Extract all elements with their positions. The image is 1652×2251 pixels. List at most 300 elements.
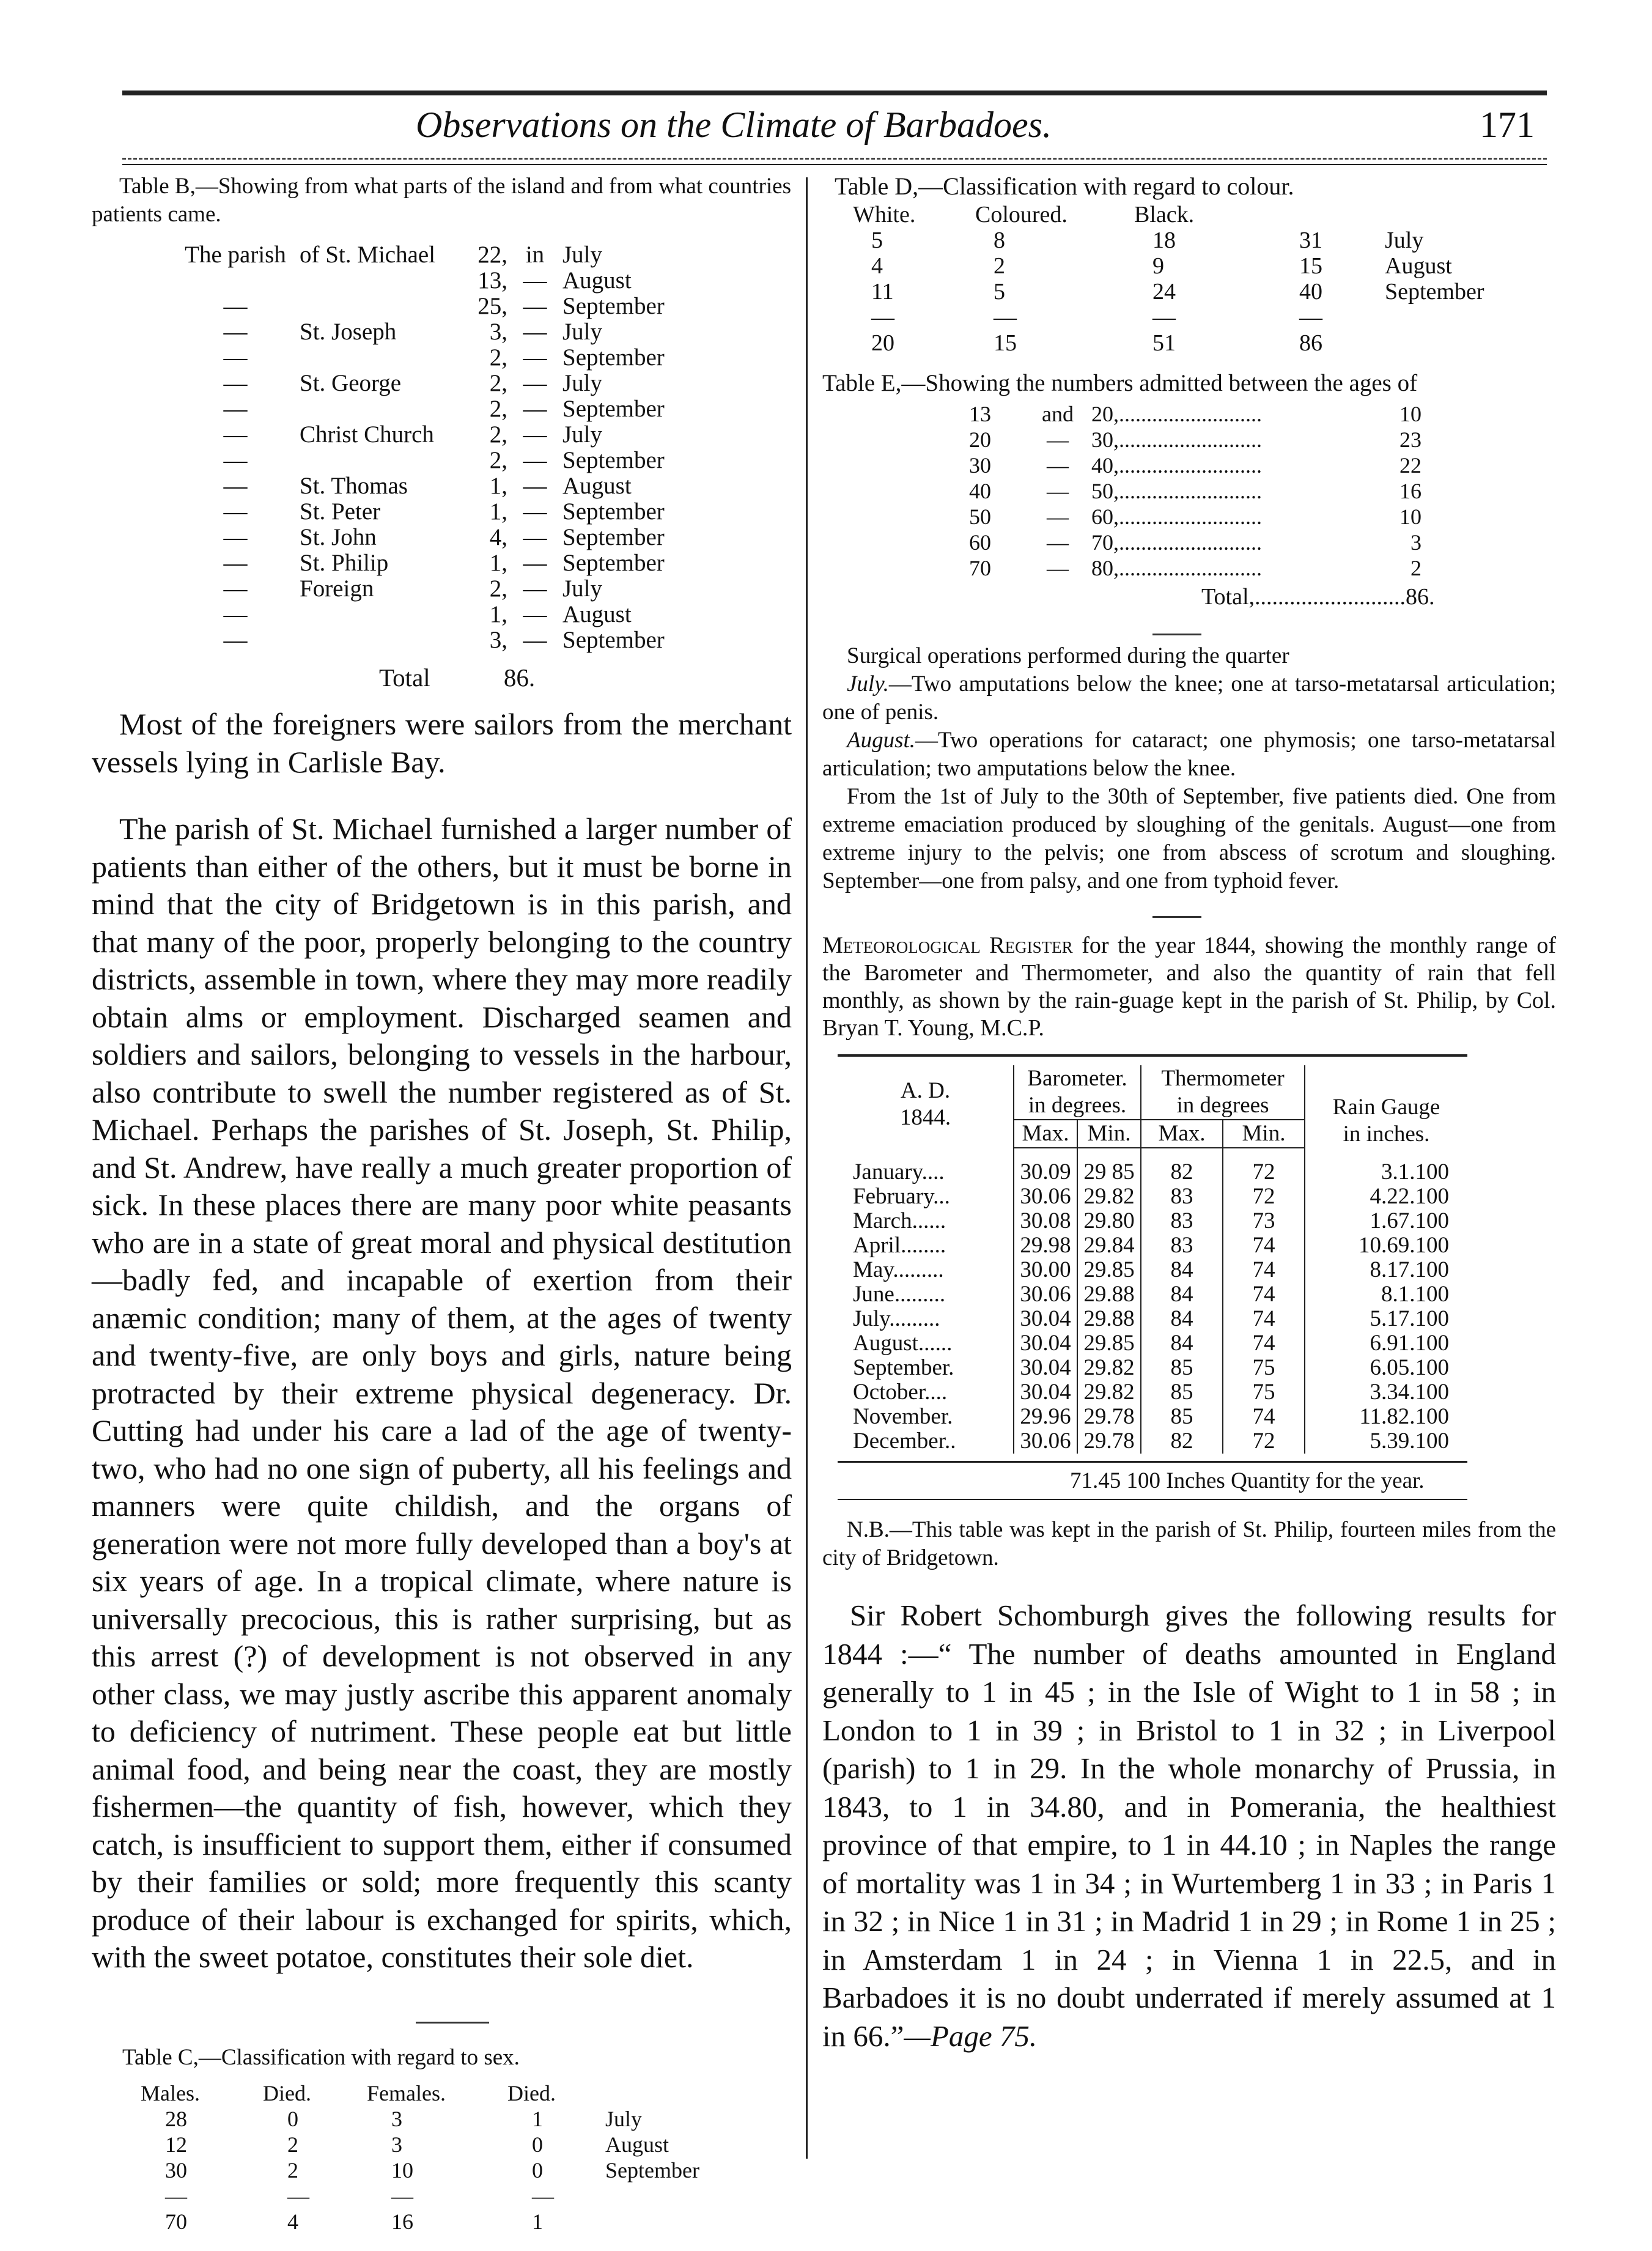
met-therm-max: 83 — [1141, 1209, 1223, 1233]
met-row — [838, 1258, 1467, 1282]
table-b-cell-sep: — — [523, 473, 547, 499]
met-head-therm-max: Max. — [1141, 1120, 1223, 1148]
met-month: October.... — [838, 1380, 1014, 1405]
table-d-month: September — [1385, 279, 1484, 305]
met-head-thermometer-unit: in degrees — [1176, 1093, 1269, 1118]
table-b-cell-count: 2, — [489, 575, 507, 602]
table-b-cell-place: Christ Church — [300, 421, 434, 448]
table-e-to-value: 20, — [1091, 402, 1119, 426]
table-e-from: 30 — [969, 453, 991, 478]
table-b-cell-a: — — [223, 524, 248, 550]
met-therm-min: 74 — [1223, 1282, 1305, 1307]
table-e-sep: — — [1047, 556, 1069, 580]
table-b-cell-place: of St. Michael — [300, 242, 436, 268]
table-b-cell-sep: — — [523, 498, 547, 525]
table-c-row — [141, 2106, 728, 2132]
surgical-operations — [822, 642, 1556, 895]
table-b-cell-a: — — [223, 344, 248, 371]
met-header-gap — [838, 1148, 1467, 1160]
met-month: December.. — [838, 1429, 1014, 1454]
table-c-cell: 0 — [532, 2132, 543, 2157]
met-head-ad — [838, 1065, 1014, 1148]
table-c-rule: — — [287, 2183, 309, 2208]
table-e-sep: — — [1047, 505, 1069, 529]
table-e-from: 20 — [969, 427, 991, 452]
met-bottom-rule — [838, 1461, 1467, 1463]
table-c-header: Died. — [507, 2080, 556, 2105]
table-e-leader: .......................... — [1119, 427, 1262, 452]
met-rain: 8.17.100 — [1370, 1257, 1449, 1282]
table-b-row — [171, 499, 665, 525]
table-b-cell-sep: — — [523, 344, 547, 371]
table-b-cell-sep: — — [523, 319, 547, 345]
surgical-july-text: —Two amputations below the knee; one at tarso-metatarsal articulation; one of penis. — [822, 671, 1556, 725]
table-b-caption: Table B,—Showing from what parts of the island and from what countries patients came. — [92, 174, 791, 227]
table-b-cell-month: September — [562, 498, 665, 525]
table-d-row — [853, 227, 1538, 253]
table-b-cell-a: — — [223, 293, 248, 319]
met-month: June......... — [838, 1282, 1014, 1307]
met-bar-max: 30.04 — [1014, 1380, 1077, 1405]
table-e-to-value: 30, — [1091, 427, 1119, 452]
table-c-cell: 28 — [165, 2106, 187, 2131]
table-d-header-blank — [1281, 202, 1385, 227]
met-note: N.B.—This table was kept in the parish of St. Philip, fourteen miles from the city of Bridgetown. — [822, 1517, 1556, 1570]
separator-block — [822, 610, 1556, 642]
table-d-total: 51 — [1152, 330, 1176, 356]
table-b-row — [171, 242, 665, 268]
table-b-row — [171, 525, 665, 550]
table-b-cell-sep: — — [523, 370, 547, 396]
table-b-cell-count: 2, — [489, 344, 507, 371]
table-e-row — [969, 530, 1422, 555]
table-b-row — [171, 422, 665, 448]
met-bar-min: 29.82 — [1077, 1356, 1141, 1380]
table-e-to-value: 70, — [1091, 530, 1119, 555]
table-d — [853, 202, 1538, 356]
table-c-caption: Table C,—Classification with regard to sex. — [122, 2044, 520, 2070]
table-c-row — [141, 2132, 728, 2157]
table-b-cell-a: — — [223, 473, 248, 499]
met-therm-min: 75 — [1223, 1356, 1305, 1380]
met-top-rule — [838, 1054, 1467, 1057]
table-d-rule: — — [1152, 305, 1176, 330]
table-b-cell-count: 22, — [478, 242, 507, 268]
met-row — [838, 1160, 1467, 1185]
top-rule — [122, 91, 1547, 95]
table-d-rule: — — [1299, 305, 1322, 330]
table-b-row — [171, 576, 665, 602]
table-c-month: August — [605, 2132, 669, 2157]
table-b-row — [171, 550, 665, 576]
table-d-cell: 5 — [994, 279, 1005, 305]
met-head-barometer-unit: in degrees. — [1028, 1093, 1127, 1118]
table-c-total: 70 — [165, 2209, 187, 2234]
table-c-rule-blank — [605, 2183, 728, 2209]
schomburgh-text: Sir Robert Schomburgh gives the following results for 1844 :—“ The number of deaths amounted in England generally to 1 in 45 ; in the Isle of Wight to 1 in 58 ; in London to 1 in 39 ; in Bristol to 1 in 32 ; in Liverpool (parish) to 1 in 29. In the whole monarchy of Prussia, in 1843, to 1 in 34.80, and in Pomerania, the healthiest province of that empire, to 1 in 44.10 ; in Naples the range of mortality was 1 in 34 ; in Wurtemberg 1 in 33 ; in Paris 1 in 32 ; in Nice 1 in 31 ; in Madrid 1 in 29 ; in Rome 1 in 25 ; in Amsterdam 1 in 24 ; in Vienna 1 in 22.5, and in Barbadoes it is no doubt underrated if merely assumed at 1 in 66.” — [822, 1599, 1556, 2053]
met-therm-max: 82 — [1141, 1160, 1223, 1185]
met-therm-min: 74 — [1223, 1307, 1305, 1331]
table-e-to-value: 80, — [1091, 556, 1119, 580]
table-d-header: White. — [853, 202, 916, 227]
met-therm-min: 74 — [1223, 1405, 1305, 1429]
table-b-row — [171, 448, 665, 473]
table-b-total-value: 86. — [503, 663, 536, 692]
table-d-header-blank — [1385, 202, 1538, 227]
met-rain: 3.1.100 — [1381, 1159, 1449, 1185]
table-b-cell-a: — — [223, 498, 248, 525]
table-c-header: Females. — [367, 2080, 446, 2105]
met-head-year: 1844. — [899, 1105, 951, 1130]
table-c-cell: 12 — [165, 2132, 187, 2157]
table-b-cell-a: — — [223, 575, 248, 602]
table-c-cell: 1 — [532, 2106, 543, 2131]
table-d-cell: 9 — [1152, 253, 1164, 279]
table-b-cell-month: September — [562, 524, 665, 550]
surgical-august-text: —Two operations for cataract; one phymosis; one tarso-metatarsal articulation; two amputations below the knee. — [822, 728, 1556, 781]
met-bar-max: 30.04 — [1014, 1331, 1077, 1356]
table-b-cell-place — [300, 268, 452, 294]
met-therm-max: 82 — [1141, 1429, 1223, 1454]
met-therm-min: 75 — [1223, 1380, 1305, 1405]
table-e-count: 10 — [1399, 505, 1422, 529]
table-b-cell-place: St. John — [300, 524, 377, 550]
met-head-thermometer-text: Thermometer — [1161, 1066, 1285, 1091]
table-b-cell-place — [300, 448, 452, 473]
table-b-total-label: Total — [379, 663, 430, 692]
table-e-total — [1201, 583, 1556, 610]
table-d-total: 15 — [994, 330, 1017, 356]
table-e-count: 2 — [1410, 556, 1422, 580]
meteorological-intro — [822, 932, 1556, 1042]
table-c-rule: — — [391, 2183, 413, 2208]
table-b-cell-sep: — — [523, 524, 547, 550]
table-c-row — [141, 2157, 728, 2183]
table-b-cell-place — [300, 602, 452, 627]
table-b-cell-place: St. Peter — [300, 498, 381, 525]
table-b-cell-a: — — [223, 421, 248, 448]
met-bar-max: 30.04 — [1014, 1307, 1077, 1331]
table-b-cell-a: — — [223, 370, 248, 396]
table-e-from: 50 — [969, 505, 991, 529]
table-e-row — [969, 427, 1422, 453]
table-e-total-dots: .......................... — [1255, 584, 1406, 610]
table-b-cell-place — [300, 396, 452, 422]
table-c-month: September — [605, 2157, 699, 2183]
table-b-cell-place: St. George — [300, 370, 402, 396]
table-d-rule-row — [853, 305, 1538, 330]
table-b-cell-a — [171, 268, 300, 294]
met-bar-min: 29.88 — [1077, 1307, 1141, 1331]
met-therm-min: 74 — [1223, 1233, 1305, 1258]
table-d-rule — [1385, 305, 1538, 330]
table-b-cell-place — [300, 345, 452, 371]
table-b-cell-count: 1, — [489, 550, 507, 576]
separator-block — [92, 1976, 792, 2044]
table-e-count: 10 — [1399, 402, 1422, 426]
met-row — [838, 1356, 1467, 1380]
table-b-cell-count: 25, — [478, 293, 507, 319]
table-b-cell-a: The parish — [185, 242, 286, 268]
table-b-cell-a: — — [223, 319, 248, 345]
table-d-cell: 40 — [1299, 279, 1322, 305]
table-e-to-value: 60, — [1091, 505, 1119, 529]
met-row — [838, 1429, 1467, 1454]
table-d-rule: — — [994, 305, 1017, 330]
table-e-caption: Table E,—Showing the numbers admitted between the ages of — [822, 370, 1418, 396]
table-d-cell: 11 — [871, 279, 894, 305]
table-e-count: 22 — [1399, 453, 1422, 478]
met-bar-max: 30.06 — [1014, 1282, 1077, 1307]
table-c-header: Died. — [263, 2080, 311, 2105]
table-e-leader: .......................... — [1119, 453, 1262, 478]
table-b-cell-place: Foreign — [300, 575, 374, 602]
table-d-header: Coloured. — [975, 202, 1068, 227]
met-bar-max: 29.96 — [1014, 1405, 1077, 1429]
met-therm-min: 72 — [1223, 1185, 1305, 1209]
met-month: February... — [838, 1185, 1014, 1209]
table-b-cell-month: August — [562, 473, 632, 499]
table-b-cell-month: September — [562, 344, 665, 371]
met-month: April........ — [838, 1233, 1014, 1258]
header-rule-lower — [122, 164, 1547, 165]
met-total-line: 71.45 100 Inches Quantity for the year. — [1070, 1468, 1425, 1493]
met-therm-max: 83 — [1141, 1233, 1223, 1258]
surgical-august — [822, 726, 1556, 783]
table-b-cell-month: September — [562, 293, 665, 319]
met-head-rain-text: Rain Gauge — [1332, 1095, 1440, 1120]
table-e-sep: — — [1047, 530, 1069, 555]
met-month: May......... — [838, 1258, 1014, 1282]
table-b-cell-place: St. Joseph — [300, 319, 397, 345]
table-e-to-value: 50, — [1091, 479, 1119, 503]
met-bar-min: 29.84 — [1077, 1233, 1141, 1258]
met-bar-min: 29.78 — [1077, 1429, 1141, 1454]
table-c — [141, 2080, 728, 2234]
table-c-header-blank — [605, 2080, 728, 2106]
schomburgh-paragraph — [822, 1597, 1556, 2055]
table-b-cell-sep: in — [525, 242, 545, 268]
table-d-cell: 4 — [871, 253, 883, 279]
table-b-cell-count: 2, — [489, 370, 507, 396]
table-b-cell-count: 2, — [489, 421, 507, 448]
table-d-rule: — — [871, 305, 894, 330]
separator — [1152, 916, 1201, 918]
met-head-barometer — [1014, 1065, 1141, 1120]
meteorological-title: Meteorological Register — [822, 933, 1073, 958]
table-c-cell: 3 — [391, 2132, 402, 2157]
table-e-from: 60 — [969, 530, 991, 555]
met-head-thermometer — [1141, 1065, 1305, 1120]
table-c-cell: 2 — [287, 2157, 298, 2183]
met-therm-min: 74 — [1223, 1258, 1305, 1282]
table-e-to — [1091, 530, 1385, 555]
table-b-cell-month: September — [562, 447, 665, 473]
met-month: November. — [838, 1405, 1014, 1429]
table-b-cell-sep: — — [523, 421, 547, 448]
table-b-row — [171, 602, 665, 627]
table-b-cell-month: August — [562, 267, 632, 294]
table-b-cell-sep: — — [523, 550, 547, 576]
table-e-to — [1091, 504, 1385, 530]
met-rain: 1.67.100 — [1370, 1208, 1449, 1233]
met-therm-min: 74 — [1223, 1331, 1305, 1356]
met-head-bar-max: Max. — [1014, 1120, 1077, 1148]
table-e — [969, 401, 1422, 581]
table-e-total-label: Total, — [1201, 584, 1255, 610]
met-rain: 4.22.100 — [1370, 1184, 1449, 1209]
table-b-cell-a: — — [223, 601, 248, 627]
table-c-cell: 10 — [391, 2157, 413, 2183]
table-b-cell-month: September — [562, 550, 665, 576]
table-e-to — [1091, 555, 1385, 581]
table-c-rule-row — [141, 2183, 728, 2209]
table-b-cell-sep: — — [523, 267, 547, 294]
table-c-month: July — [605, 2106, 643, 2131]
table-e-row — [969, 504, 1422, 530]
table-c-cell: 30 — [165, 2157, 187, 2183]
table-e-count: 23 — [1399, 427, 1422, 452]
table-b-cell-month: July — [562, 319, 603, 345]
table-b-cell-count: 2, — [489, 447, 507, 473]
met-therm-max: 85 — [1141, 1356, 1223, 1380]
table-b-cell-month: July — [562, 242, 603, 268]
table-b-cell-place: St. Thomas — [300, 473, 408, 499]
table-b-cell-count: 3, — [489, 627, 507, 653]
met-rain: 11.82.100 — [1359, 1404, 1449, 1429]
surgical-deaths: From the 1st of July to the 30th of September, five patients died. One from extreme emaciation produced by sloughing of the genitals. August—one from extreme injury to the pelvis; one from abscess of scrotum and sloughing. September—one from palsy, and one from typhoid fever. — [822, 784, 1556, 893]
met-row — [838, 1331, 1467, 1356]
table-c-cell: 2 — [287, 2132, 298, 2157]
table-e-sep: — — [1047, 479, 1069, 503]
table-c-cell: 3 — [391, 2106, 402, 2131]
table-b-cell-sep: — — [523, 447, 547, 473]
column-divider — [806, 177, 808, 2159]
table-b-row — [171, 473, 665, 499]
table-e-leader: .......................... — [1119, 402, 1262, 426]
met-bar-min: 29.78 — [1077, 1405, 1141, 1429]
table-e-leader: .......................... — [1119, 556, 1262, 580]
met-therm-max: 83 — [1141, 1185, 1223, 1209]
table-b-cell-a: — — [223, 550, 248, 576]
met-head-ad-text: A. D. — [900, 1078, 951, 1103]
met-header-row-1 — [838, 1065, 1467, 1120]
table-e-from: 40 — [969, 479, 991, 503]
page-number: 171 — [1480, 105, 1535, 145]
table-c-total: 4 — [287, 2209, 298, 2234]
met-bar-max: 30.06 — [1014, 1429, 1077, 1454]
met-month: July......... — [838, 1307, 1014, 1331]
table-d-cell: 5 — [871, 227, 883, 253]
table-e-from: 70 — [969, 556, 991, 580]
met-bar-max: 30.00 — [1014, 1258, 1077, 1282]
table-b-cell-month: August — [562, 601, 632, 627]
table-e-leader: .......................... — [1119, 505, 1262, 529]
schomburgh-reference: —Page 75. — [904, 2019, 1038, 2053]
table-e-row — [969, 478, 1422, 504]
met-month: September. — [838, 1356, 1014, 1380]
table-b-cell-count: 1, — [489, 498, 507, 525]
table-b-cell-a: — — [223, 396, 248, 422]
met-total-rule — [838, 1499, 1467, 1500]
table-d-header-row — [853, 202, 1538, 227]
met-row — [838, 1185, 1467, 1209]
met-bar-max: 30.08 — [1014, 1209, 1077, 1233]
table-e-count: 3 — [1410, 530, 1422, 555]
running-title: Observations on the Climate of Barbadoes. — [416, 105, 1052, 145]
table-b-cell-sep: — — [523, 627, 547, 653]
table-b-cell-count: 4, — [489, 524, 507, 550]
table-d-cell: 24 — [1152, 279, 1176, 305]
met-row — [838, 1405, 1467, 1429]
table-b-cell-place — [300, 294, 452, 319]
table-b-cell-place: St. Philip — [300, 550, 389, 576]
table-e-row — [969, 555, 1422, 581]
met-therm-max: 85 — [1141, 1405, 1223, 1429]
met-month: March...... — [838, 1209, 1014, 1233]
table-e-from: 13 — [969, 402, 991, 426]
met-therm-min: 73 — [1223, 1209, 1305, 1233]
table-b-row — [171, 319, 665, 345]
met-row — [838, 1233, 1467, 1258]
surgical-title: Surgical operations performed during the quarter — [847, 643, 1289, 668]
table-d-cell: 2 — [994, 253, 1005, 279]
met-therm-max: 84 — [1141, 1307, 1223, 1331]
table-e-total-value: 86. — [1406, 584, 1435, 610]
met-rain: 6.05.100 — [1370, 1355, 1449, 1380]
met-rain: 6.91.100 — [1370, 1331, 1449, 1356]
table-b-row — [171, 294, 665, 319]
table-c-total: 1 — [532, 2209, 543, 2234]
met-rain: 3.34.100 — [1370, 1380, 1449, 1405]
met-month: January.... — [838, 1160, 1014, 1185]
table-d-cell: 8 — [994, 227, 1005, 253]
table-d-month: August — [1385, 253, 1452, 279]
met-row — [838, 1307, 1467, 1331]
table-d-total: 86 — [1299, 330, 1322, 356]
right-column — [822, 172, 1556, 2055]
met-bar-min: 29.82 — [1077, 1380, 1141, 1405]
met-bar-max: 30.09 — [1014, 1160, 1077, 1185]
table-b-cell-count: 2, — [489, 396, 507, 422]
table-b-cell-sep: — — [523, 293, 547, 319]
table-b-row — [171, 627, 665, 653]
table-d-row — [853, 253, 1538, 279]
table-e-leader: .......................... — [1119, 479, 1262, 503]
table-b-cell-place — [300, 627, 452, 653]
table-b-cell-a: — — [223, 627, 248, 653]
table-b-cell-month: September — [562, 627, 665, 653]
table-b-row — [171, 371, 665, 396]
met-therm-min: 72 — [1223, 1160, 1305, 1185]
met-bar-min: 29.85 — [1077, 1331, 1141, 1356]
met-therm-max: 84 — [1141, 1282, 1223, 1307]
paragraph-st-michael: The parish of St. Michael furnished a larger number of patients than either of the others, but it must be borne in mind that the city of Bridgetown is in this parish, and that many of the poor, properly belonging to the country districts, assemble in town, where they may more readily obtain alms or employment. Discharged seamen and soldiers and sailors, belonging to vessels in the harbour, also contribute to swell the number registered as of St. Michael. Perhaps the parishes of St. Joseph, St. Philip, and St. Andrew, have really a much greater proportion of sick. In these places there are many poor white peasants who are in a state of great moral and physical destitution—badly fed, and incapable of exertion from their anæmic condition; many of them, at the ages of twenty and twenty-five, are only boys and girls, nature being protracted by their extreme physical degeneracy. Dr. Cutting had under his care a lad of the age of twenty-two, who had no one sign of puberty, all his feelings and manners were quite childish, and the organs of generation were not more fully developed than a boy's at six years of age. In a tropical climate, where nature is universally precocious, this is rather surprising, but as this arrest (?) of development is not observed in any other class, we may justly ascribe this apparent anomaly to deficiency of nutriment. These people eat but little animal food, and being near the coast, they are mostly fishermen—the quantity of fish, however, which they catch, is insufficient to support them, either if consumed by their families or sold; more frequently this scanty produce of their labour is exchanged for spirits, which, with the sweet potatoe, constitutes their sole diet. — [92, 811, 792, 1974]
met-head-rain — [1305, 1065, 1467, 1148]
meteorological-intro-text: for the year 1844, showing the monthly range of the Barometer and Thermometer, and also the quantity of rain that fell monthly, as shown by the rain-guage kept in the parish of St. Philip, by Col. Bryan T. Young, M.C.P. — [822, 933, 1557, 1041]
table-c-rule: — — [165, 2183, 187, 2208]
met-bar-min: 29.82 — [1077, 1185, 1141, 1209]
table-b-cell-sep: — — [523, 396, 547, 422]
table-b-cell-month: September — [562, 396, 665, 422]
separator — [416, 2022, 489, 2024]
table-e-sep: — — [1047, 427, 1069, 452]
table-c-header: Males. — [141, 2080, 200, 2105]
table-b-cell-sep: — — [523, 575, 547, 602]
met-therm-max: 84 — [1141, 1331, 1223, 1356]
met-bar-min: 29.85 — [1077, 1258, 1141, 1282]
met-head-therm-min: Min. — [1223, 1120, 1305, 1148]
